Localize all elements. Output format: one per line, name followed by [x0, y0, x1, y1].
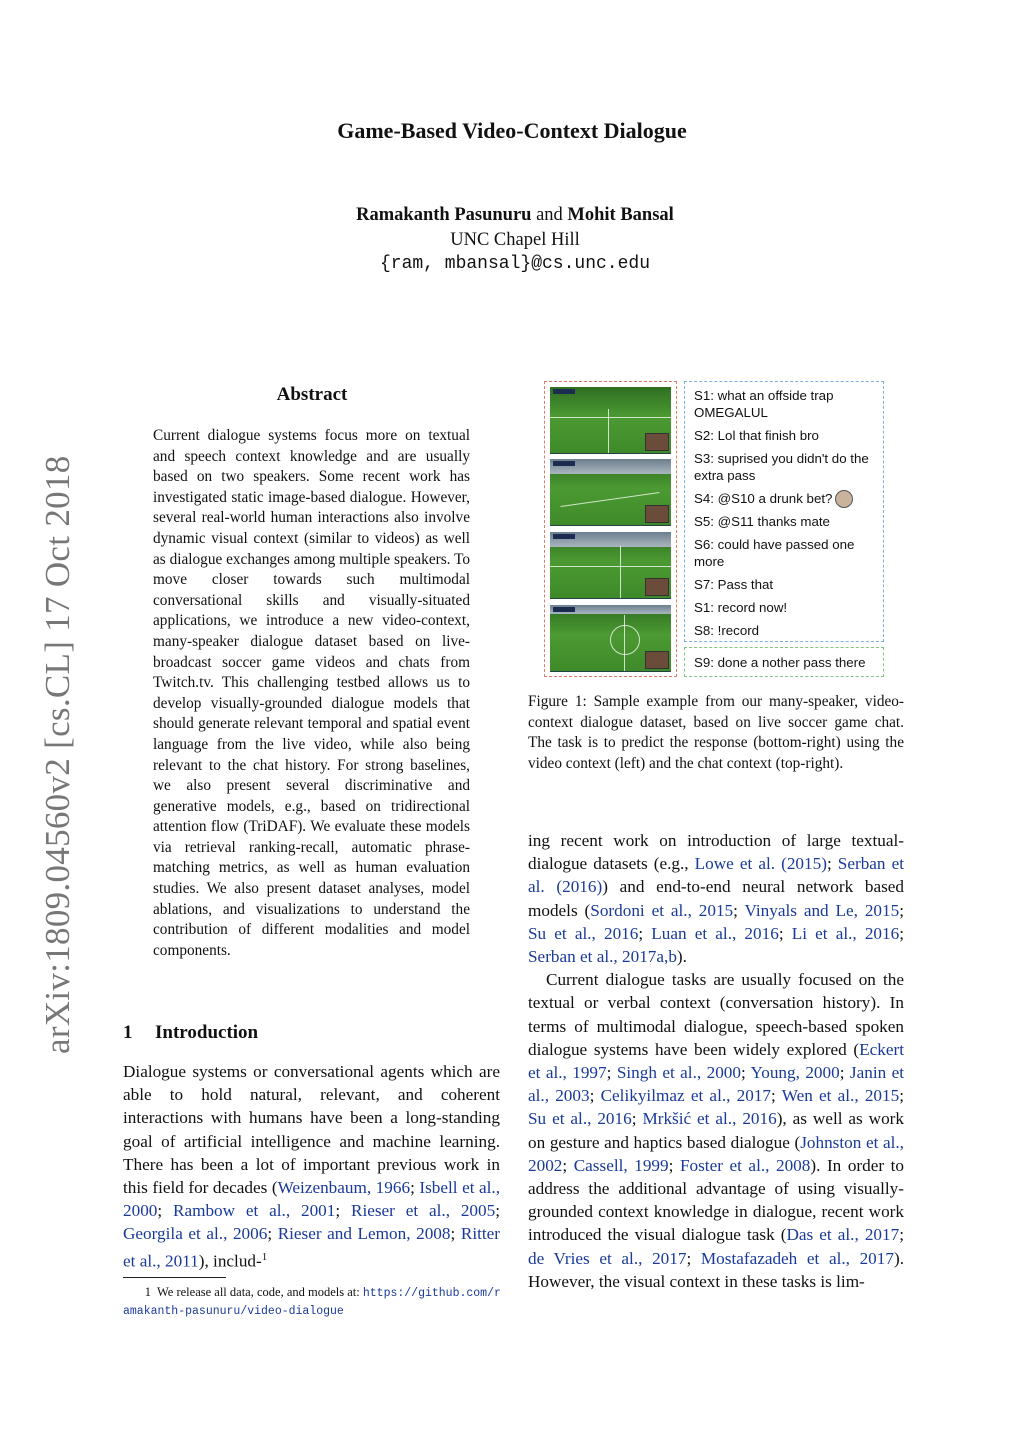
introduction-left-column: Dialogue systems or conversational agents which are able to hold natural, relevant, and coherent interactions with humans have been a long-standing goal of artificial intelligence and machine learning. There has been a lot of important previous work in this field for decades (Weizenbaum, 1966; Isbell et al., 2000; Rambow et al., 2001; Rieser et al., 2005; Georgila et al., 2006; Rieser and Lemon, 2008; Ritter et al., 2011), includ-$^1$	[123, 1062, 501, 1271]
intro-text: ) and end-to-end neural network based models (	[528, 877, 904, 920]
citation-link[interactable]: Isbell et al., 2000	[123, 1178, 500, 1221]
citation-link[interactable]: Young, 2000	[750, 1063, 840, 1083]
figure-1	[544, 381, 885, 679]
figure-caption: Figure 1: Sample example from our many-speaker, video-context dialogue dataset, based on live soccer game chat. The task is to predict the response (bottom-right) using the video context (left) and the chat context (top-right).	[528, 693, 904, 772]
citation-link[interactable]: Su et al., 2016	[528, 923, 639, 943]
intro-text: ), as well as work on gesture and haptics based dialogue (	[528, 1109, 904, 1152]
intro-text: ), includ-	[198, 1251, 262, 1271]
citation-link[interactable]: Georgila et al., 2006	[123, 1224, 268, 1244]
footnote-text: We release all data, code, and models at:	[157, 1285, 363, 1299]
section-heading-introduction	[123, 1022, 258, 1044]
citation-link[interactable]: Singh et al., 2000	[616, 1063, 741, 1083]
chat-message: S7: Pass that	[694, 577, 774, 592]
citation-link[interactable]: Wen et al., 2015	[781, 1086, 900, 1106]
intro-text: ).	[676, 947, 687, 967]
abstract-heading: Abstract	[276, 384, 348, 405]
citation-link[interactable]: Sordoni et al., 2015	[590, 900, 734, 920]
citation-link[interactable]: Cassell, 1999	[573, 1155, 669, 1175]
citation-link[interactable]: Luan et al., 2016	[651, 923, 779, 943]
chat-message: S1: what an offside trap OMEGALUL	[694, 388, 834, 420]
citation-link[interactable]: Li et al., 2016	[791, 923, 900, 943]
intro-text: ing recent work on introduction of large textual-dialogue datasets (e.g.,	[528, 831, 904, 874]
citation-link[interactable]: Weizenbaum, 1966	[277, 1178, 411, 1198]
face-emote-icon	[835, 490, 853, 508]
video-frame	[550, 605, 671, 672]
citation-link[interactable]: Eckert et al., 1997	[528, 1039, 904, 1083]
paper-title: Game-Based Video-Context Dialogue	[337, 118, 687, 143]
chat-message-row	[694, 490, 878, 508]
author-1: Ramakanth Pasunuru	[356, 205, 532, 225]
citation-link[interactable]: Lowe et al. (2015)	[694, 854, 827, 874]
citation-link[interactable]: Ritter et al., 2011	[123, 1224, 501, 1271]
citation-link[interactable]: Rieser et al., 2005	[351, 1201, 496, 1221]
video-frame	[550, 532, 671, 599]
citation-link[interactable]: Rambow et al., 2001	[173, 1201, 336, 1221]
footnote-url-link[interactable]: https://github.com/ramakanth-pasunuru/video-dialogue	[123, 1287, 501, 1318]
chat-message: S6: could have passed one more	[694, 537, 855, 569]
abstract-body: Current dialogue systems focus more on textual and speech context knowledge and are usually based on two speakers. Some recent work has investigated static image-based dialogue. However, several real-world human interactions also involve dynamic visual context (similar to videos) as well as dialogue exchanges among multiple speakers. To move closer towards such multimodal conversational skills and visually-situated applications, we introduce a new video-context, many-speaker dialogue dataset based on live-broadcast soccer game videos and chats from Twitch.tv. This challenging testbed allows us to develop visually-grounded dialogue models that should generate relevant temporal and spatial event language from the live video, while also being relevant to the chat history. For strong baselines, we also present several discriminative and generative models, e.g., based on tridirectional attention flow (TriDAF). We evaluate these models via retrieval ranking-recall, automatic phrase-matching metrics, as well as human evaluation studies. We also present dataset analyses, model ablations, and visualizations to understand the contribution of different modalities and model components.	[153, 427, 470, 959]
citation-link[interactable]: de Vries et al., 2017	[528, 1248, 687, 1268]
chat-message: S4: @S10 a drunk bet?	[694, 491, 833, 506]
citation-link[interactable]: Janin et al., 2003	[528, 1063, 905, 1106]
video-frames-panel	[544, 381, 677, 677]
intro-text: ). In order to address the additional advantage of using visually-grounded context knowledge in dialogue, recent work introduced the visual dialogue task (	[528, 1155, 905, 1245]
citation-link[interactable]: Mostafazadeh et al., 2017	[700, 1248, 894, 1268]
citation-link[interactable]: Das et al., 2017	[786, 1225, 900, 1245]
response-message: S9: done a nother pass there	[694, 655, 866, 670]
citation-link[interactable]: Foster et al., 2008	[679, 1155, 811, 1175]
chat-message: S2: Lol that finish bro	[694, 428, 819, 443]
affiliation: UNC Chapel Hill	[450, 230, 580, 250]
video-frame	[550, 387, 671, 454]
citation-link[interactable]: Serban et al. (2016)	[528, 854, 905, 897]
introduction-right-column	[528, 829, 904, 1293]
section-title: Introduction	[155, 1022, 259, 1043]
chat-message: S3: suprised you didn't do the extra pass	[694, 451, 869, 483]
footnote-number: 1	[144, 1285, 151, 1299]
intro-text: ). However, the visual context in these tasks is lim-	[528, 1248, 904, 1291]
chat-context-panel	[684, 381, 884, 642]
paragraph: Current dialogue tasks are usually focused on the textual or verbal context (conversation history). In terms of multimodal dialogue, speech-based spoken dialogue systems have been widely explored (Eckert et al., 1997; Singh et al., 2000; Young, 2000; Janin et al., 2003; Celikyilmaz et al., 2017; Wen et al., 2015; Su et al., 2016; Mrkšić et al., 2016), as well as work on gesture and haptics based dialogue (Johnston et al., 2002; Cassell, 1999; Foster et al., 2008). In order to address the additional advantage of using visually-grounded context knowledge in dialogue, recent work introduced the visual dialogue task (Das et al., 2017; de Vries et al., 2017; Mostafazadeh et al., 2017). However, the visual context in these tasks is lim-	[528, 970, 905, 1291]
citation-link[interactable]: Serban et al., 2017a,b	[528, 947, 677, 967]
citation-link[interactable]: Su et al., 2016	[528, 1109, 632, 1129]
footnote	[123, 1284, 503, 1320]
chat-message: S1: record now!	[694, 600, 788, 615]
author-line	[0, 205, 1024, 226]
response-panel	[684, 647, 884, 677]
author-email: {ram, mbansal}@cs.unc.edu	[379, 254, 651, 274]
intro-text: Current dialogue tasks are usually focused on the textual or verbal context (conversation history). In terms of multimodal dialogue, speech-based spoken dialogue systems have been widely explored (	[528, 970, 904, 1059]
footnote-marker[interactable]: 1	[261, 1250, 268, 1263]
author-2: Mohit Bansal	[567, 205, 674, 225]
section-number: 1	[123, 1022, 133, 1043]
chat-message: S5: @S11 thanks mate	[694, 514, 830, 529]
chat-message: S8: !record	[694, 623, 760, 638]
video-frame	[550, 459, 671, 526]
author-conjunction: and	[536, 205, 563, 225]
arxiv-identifier: arXiv:1809.04560v2 [cs.CL] 17 Oct 2018	[38, 455, 77, 1054]
footnote-divider	[123, 1277, 226, 1278]
citation-link[interactable]: Johnston et al., 2002	[528, 1132, 904, 1175]
citation-link[interactable]: Mrkšić et al., 2016	[642, 1109, 777, 1129]
intro-text: Dialogue systems or conversational agents which are able to hold natural, relevant, and coherent interactions with humans have been a long-standing goal of artificial intelligence and machine learning. There has been a lot of important previous work in this field for decades (	[123, 1062, 500, 1198]
citation-link[interactable]: Vinyals and Le, 2015	[744, 900, 900, 920]
citation-link[interactable]: Rieser and Lemon, 2008	[277, 1224, 451, 1244]
citation-link[interactable]: Celikyilmaz et al., 2017	[600, 1086, 772, 1106]
paragraph: ing recent work on introduction of large textual-dialogue datasets (e.g., Lowe et al. (2015); Serban et al. (2016)) and end-to-end neural network based models (Sordoni et al., 2015; Vinyals and Le, 2015; Su et al., 2016; Luan et al., 2016; Li et al., 2016; Serban et al., 2017a,b).	[528, 831, 905, 967]
